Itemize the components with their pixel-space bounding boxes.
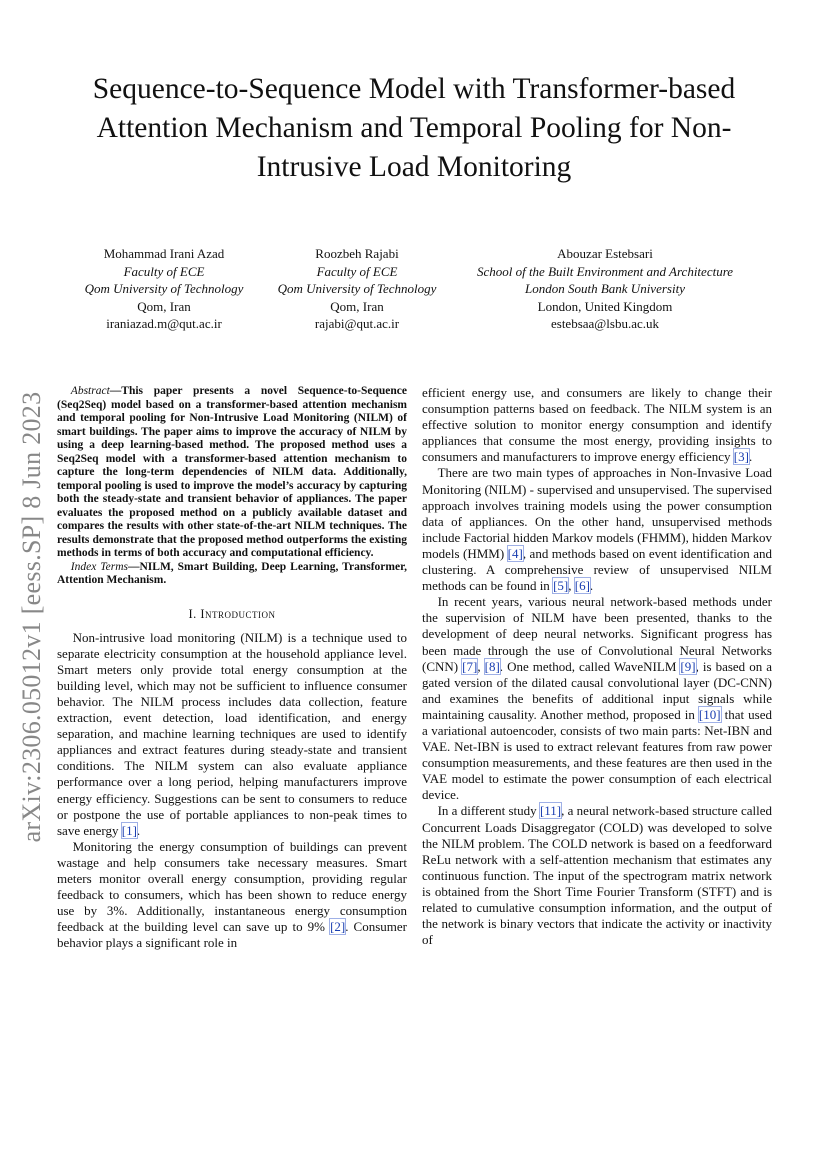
paragraph-text: .: [589, 578, 594, 594]
abstract: [57, 385, 407, 561]
citation-link[interactable]: [4]: [507, 545, 523, 561]
right-column: [422, 385, 772, 948]
author-2: [278, 245, 437, 333]
paragraph-text: efficient energy use, and consumers are likely to change their consumption patterns based on feedback. The NILM system is an effective solution to monitor energy consumption and identify appliances that consume the most energy, providing insights to consumers and manufacturers to improve energy efficiency: [422, 385, 772, 465]
author-name: Mohammad Irani Azad: [103, 246, 225, 261]
paragraph-text: ,: [477, 658, 485, 674]
paragraph-text: .: [748, 449, 753, 465]
index-terms-label: Index Terms: [70, 560, 128, 573]
paragraph-text: , a neural network-based structure called Concurrent Loads Disaggregator (COLD) was developed to solve the NILM problem. The COLD network is based on a feedforward ReLu network with a self-attention mechanism that estimates any continuous function. The input of the spectrogram matrix network is obtained from the Short Time Fourier Transform (STFT) and is related to cumulative consumption information, and the output of the network is binary vectors that indicate the activity or inactivity of: [422, 803, 772, 948]
paragraph: [422, 803, 772, 948]
author-email: estebsaa@lsbu.ac.uk: [550, 316, 659, 331]
author-org: London South Bank University: [525, 281, 685, 296]
paragraph-text: Monitoring the energy consumption of buildings can prevent wastage and help consumers take necessary measures. Smart meters monitor overall energy consumption, providing regular feedback to consumers, which has been shown to reduce energy use by 3%. Additionally, instantaneous energy consumption feedback at the building level can save up to 9%: [57, 838, 407, 935]
author-name: Abouzar Estebsari: [557, 246, 653, 261]
author-location: London, United Kingdom: [537, 298, 673, 314]
citation-link[interactable]: [6]: [574, 578, 590, 594]
paragraph: [57, 630, 407, 839]
paragraph-text: that used a variational autoencoder, consists of two main parts: Net-IBN and VAE. Net-IBN is used to extract relevant features from raw power consumption measurements, and these features are then used in the VAE model to estimate the power consumption of each electrical device.: [422, 706, 772, 803]
paragraph-text: There are two main types of approaches in Non-Invasive Load Monitoring (NILM) - supervised and unsupervised. The supervised approach involves training models using the power consumption data of appliances. On the other hand, unsupervised methods include Factorial hidden Markov models (FHMM), hidden Markov models (HMM): [422, 465, 772, 561]
section-heading: I. Introduction: [188, 606, 276, 621]
index-terms: [57, 561, 407, 588]
author-org: Qom University of Technology: [84, 281, 244, 296]
arxiv-identifier: [12, 372, 52, 862]
citation-link[interactable]: [1]: [121, 822, 137, 838]
paragraph: [422, 594, 772, 803]
index-terms-text: —NILM, Smart Building, Deep Learning, Transformer, Attention Mechanism.: [57, 560, 407, 586]
abstract-text: —This paper presents a novel Sequence-to-Sequence (Seq2Seq) model based on a transformer-based attention mechanism and temporal pooling for Non-Intrusive Load Monitoring (NILM) of smart buildings. The paper aims to improve the accuracy of NILM by using a deep learning-based method. The proposed method uses a Seq2Seq model with a transformer-based attention mechanism to capture the long-term dependencies of NILM data. Additionally, temporal pooling is used to improve the model’s accuracy by capturing both the steady-state and transient behavior of appliances. The paper evaluates the proposed method on a publicly available dataset and compares the results with other state-of-the-art NILM techniques. The results demonstrate that the proposed method outperforms the existing methods in terms of both accuracy and computational efficiency.: [57, 385, 407, 559]
paragraph-text: . One method, called WaveNILM: [499, 658, 681, 674]
author-dept: Faculty of ECE: [123, 263, 205, 279]
citation-link[interactable]: [9]: [680, 658, 696, 674]
author-1: [85, 245, 244, 333]
author-email: rajabi@qut.ac.ir: [314, 316, 400, 331]
citation-link[interactable]: [10]: [698, 706, 721, 722]
paragraph-text: In recent years, various neural network-based methods under the supervision of NILM have been presented, thanks to the development of deep neural networks. Significant progress has been made through the use of Convolutional Neural Networks (CNN): [422, 594, 772, 674]
author-location: Qom, Iran: [137, 298, 191, 314]
paragraph-text: ,: [568, 578, 575, 594]
paragraph-continued: [422, 385, 772, 465]
paragraph-text: , is based on a gated version of the dilated causal convolutional layer (DC-CNN) and examines the benefits of additional input signals while maintaining causality. Another method, proposed in: [422, 658, 773, 722]
author-block: [0, 245, 828, 340]
author-org: Qom University of Technology: [277, 281, 437, 296]
author-dept: School of the Built Environment and Architecture: [476, 263, 734, 279]
citation-link[interactable]: [2]: [330, 919, 346, 935]
author-location: Qom, Iran: [330, 298, 384, 314]
paper-title: Sequence-to-Sequence Model with Transformer-based Attention Mechanism and Temporal Pooling for Non-Intrusive Load Monitoring: [92, 73, 736, 183]
paragraph-text: .: [136, 822, 141, 838]
paragraph-text: . Consumer behavior plays a significant role in: [57, 919, 407, 951]
author-3: [477, 245, 733, 333]
citation-link[interactable]: [3]: [733, 449, 749, 465]
paragraph: [422, 465, 772, 594]
arxiv-identifier-text: arXiv:2306.05012v1 [eess.SP] 8 Jun 2023: [17, 391, 46, 843]
author-email: iraniazad.m@qut.ac.ir: [106, 316, 222, 331]
paragraph: [57, 839, 407, 952]
citation-link[interactable]: [5]: [553, 578, 569, 594]
left-column: [57, 385, 407, 951]
citation-link[interactable]: [11]: [539, 803, 562, 819]
abstract-label: Abstract: [70, 385, 110, 397]
citation-link[interactable]: [7]: [462, 658, 478, 674]
citation-link[interactable]: [8]: [484, 658, 500, 674]
author-dept: Faculty of ECE: [316, 263, 398, 279]
paragraph-text: In a different study: [437, 803, 540, 819]
paragraph-text: Non-intrusive load monitoring (NILM) is a technique used to separate electricity consumption at the household appliance level. Smart meters only provide total energy consumption at the building level, which may not be sufficient to influence consumer behavior. The NILM process includes data collection, feature extraction, event detection, load identification, and energy separation, and machine learning techniques are used to identify appliances and extract features during steady-state and transient conditions. The NILM system can also evaluate appliance performance over a long period, helping manufacturers improve energy efficiency. Suggestions can be sent to consumers to reduce or postpone the use of portable appliances to non-peak times to save energy: [57, 629, 407, 838]
paragraph-text: , and methods based on event identification and clustering. A comprehensive review of unsupervised NILM methods can be found in: [422, 545, 773, 594]
author-name: Roozbeh Rajabi: [315, 246, 399, 261]
